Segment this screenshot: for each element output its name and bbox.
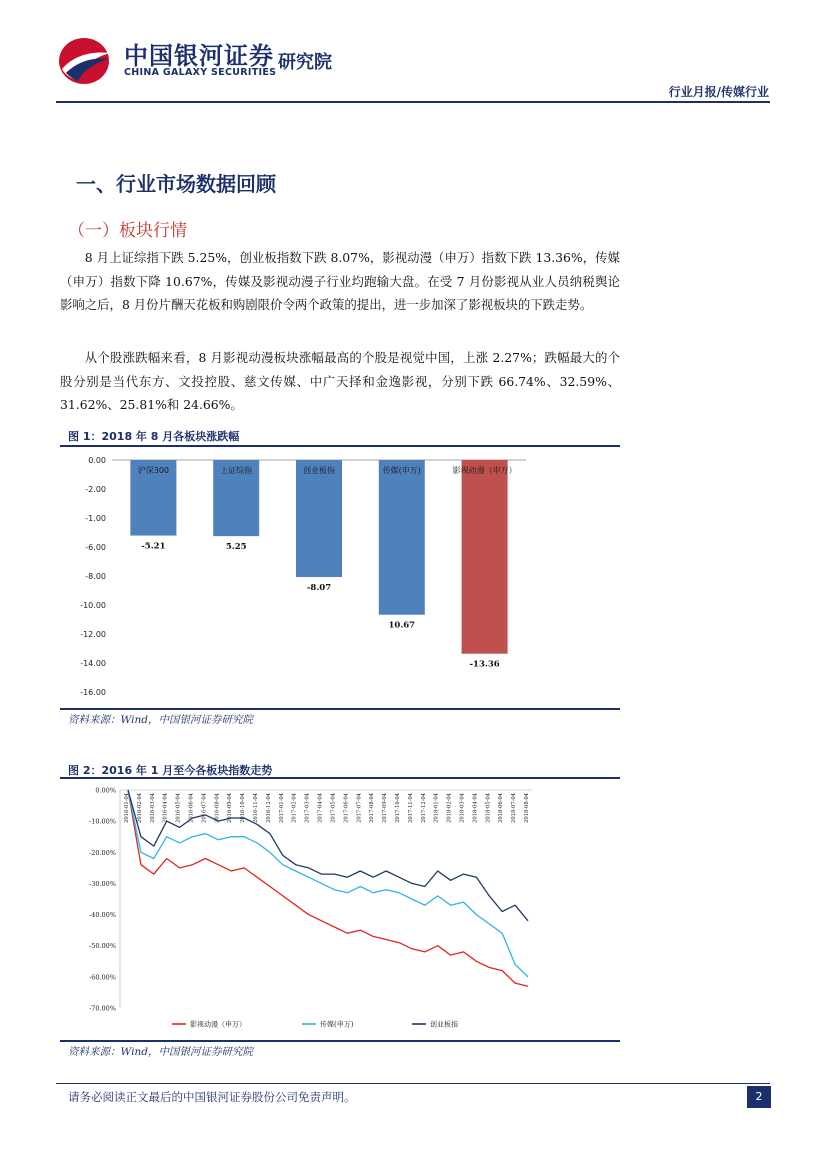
y-tick-label: -14.00 <box>80 659 106 668</box>
y-tick-label: -20.00% <box>89 848 116 857</box>
x-tick-label: 2017-02-04 <box>291 793 298 823</box>
x-tick-label: 2018-07-04 <box>511 793 518 823</box>
y-tick-label: -2.00 <box>85 485 106 494</box>
figure-1-source: 资料来源：Wind，中国银河证券研究院 <box>68 714 253 726</box>
x-tick-label: 2017-03-04 <box>304 793 311 823</box>
y-tick-label: -6.00 <box>85 543 106 552</box>
y-tick-label: -10.00% <box>89 817 116 826</box>
y-tick-label: -60.00% <box>89 973 116 982</box>
x-tick-label: 2018-06-04 <box>498 793 505 823</box>
x-tick-label: 2018-04-04 <box>472 793 479 823</box>
brand-name-en: CHINA GALAXY SECURITIES <box>124 67 277 78</box>
y-tick-label: -10.00 <box>80 601 106 610</box>
data-label: 10.67 <box>388 620 416 631</box>
figure-2-top-rule <box>60 777 620 779</box>
subsection-title: （一）板块行情 <box>68 221 187 241</box>
bar <box>379 460 425 615</box>
category-label: 创业板指 <box>303 466 335 475</box>
x-tick-label: 2018-08-04 <box>524 793 530 823</box>
x-tick-label: 2017-12-04 <box>420 793 427 823</box>
y-tick-label: -12.00 <box>80 630 106 639</box>
figure-2-source: 资料来源：Wind，中国银河证券研究院 <box>68 1046 253 1058</box>
brand-subtitle: 研究院 <box>278 52 332 73</box>
x-tick-label: 2017-08-04 <box>369 793 376 823</box>
figure-1-title: 图 1：2018 年 8 月各板块涨跌幅 <box>68 430 240 443</box>
y-tick-label: -1.00 <box>85 514 106 523</box>
x-tick-label: 2016-08-04 <box>214 793 221 823</box>
x-tick-label: 2018-02-04 <box>446 793 453 823</box>
figure-1-bottom-rule <box>60 708 620 710</box>
x-tick-label: 2016-04-04 <box>162 793 169 823</box>
y-tick-label: -40.00% <box>89 911 116 920</box>
legend-label: 影视动漫（申万） <box>190 1020 246 1029</box>
x-tick-label: 2016-11-04 <box>253 793 260 823</box>
x-tick-label: 2016-07-04 <box>201 793 208 823</box>
data-label: -5.21 <box>141 541 166 552</box>
x-tick-label: 2016-05-04 <box>175 793 182 823</box>
figure-2-line-chart <box>60 781 620 1038</box>
figure-1-top-rule <box>60 445 620 447</box>
footer-disclaimer: 请务必阅读正文最后的中国银河证券股份公司免责声明。 <box>68 1090 356 1104</box>
category-label: 上证综指 <box>220 466 253 475</box>
category-label: 沪深300 <box>137 466 170 475</box>
brand-name-cn: 中国银河证券 <box>124 42 274 70</box>
x-tick-label: 2016-02-04 <box>136 793 143 823</box>
legend-label: 创业板指 <box>430 1020 458 1029</box>
x-tick-label: 2017-01-04 <box>278 793 285 823</box>
header-divider <box>56 101 770 103</box>
y-tick-label: -8.00 <box>85 572 106 581</box>
galaxy-logo-icon <box>56 35 112 87</box>
y-tick-label: -30.00% <box>89 879 116 888</box>
x-tick-label: 2017-06-04 <box>343 793 350 823</box>
x-tick-label: 2016-09-04 <box>227 793 234 823</box>
figure-2-bottom-rule <box>60 1040 620 1042</box>
legend-label: 传媒(申万) <box>320 1020 354 1029</box>
bar <box>296 460 342 577</box>
x-tick-label: 2016-01-04 <box>124 793 130 823</box>
data-label: -8.07 <box>306 583 332 594</box>
data-label: -13.36 <box>469 659 500 670</box>
y-tick-label: 0.00 <box>88 456 106 465</box>
x-tick-label: 2016-10-04 <box>240 793 247 823</box>
figure-1-bar-chart <box>60 450 620 706</box>
body-paragraph-2: 从个股涨跌幅来看，8 月影视动漫板块涨幅最高的个股是视觉中国，上涨 2.27%；跌幅最大的个股分别是当代东方、文投控股、慈文传媒、中广天择和金逸影视，分别下跌 66.74%、32.59%、31.62%、25.81%和 24.66%。 <box>60 350 620 412</box>
x-tick-label: 2018-05-04 <box>485 793 492 823</box>
x-tick-label: 2018-01-04 <box>433 793 440 823</box>
category-label: 影视动漫（申万） <box>452 466 517 475</box>
x-tick-label: 2017-11-04 <box>407 793 414 823</box>
x-tick-label: 2017-10-04 <box>394 793 401 823</box>
x-tick-label: 2016-03-04 <box>149 793 156 823</box>
body-paragraph-1: 8 月上证综指下跌 5.25%，创业板指数下跌 8.07%，影视动漫（申万）指数下跌 13.36%，传媒（申万）指数下降 10.67%，传媒及影视动漫子行业均跑输大盘。在受 7 月份影视从业人员纳税舆论影响之后，8 月份片酬天花板和购剧限价令两个政策的提出，进一步加深了影视板块的下跌走势。 <box>60 250 620 312</box>
data-label: 5.25 <box>225 542 247 553</box>
category-label: 传媒(申万) <box>382 466 421 475</box>
x-tick-label: 2016-06-04 <box>188 793 195 823</box>
y-tick-label: -70.00% <box>89 1004 116 1013</box>
x-tick-label: 2017-09-04 <box>382 793 389 823</box>
x-tick-label: 2018-03-04 <box>459 793 466 823</box>
figure-2-title: 图 2：2016 年 1 月至今各板块指数走势 <box>68 764 273 777</box>
bar <box>462 460 508 654</box>
report-type: 行业月报/传媒行业 <box>668 85 769 99</box>
footer-divider <box>56 1083 770 1084</box>
x-tick-label: 2017-04-04 <box>317 793 324 823</box>
x-tick-label: 2016-12-04 <box>265 793 272 823</box>
y-tick-label: 0.00% <box>95 786 116 795</box>
y-tick-label: -50.00% <box>89 942 116 951</box>
y-tick-label: -16.00 <box>80 688 106 697</box>
x-tick-label: 2017-07-04 <box>356 793 363 823</box>
x-tick-label: 2017-05-04 <box>330 793 337 823</box>
section-title: 一、行业市场数据回顾 <box>76 172 276 196</box>
page-number: 2 <box>747 1086 771 1108</box>
